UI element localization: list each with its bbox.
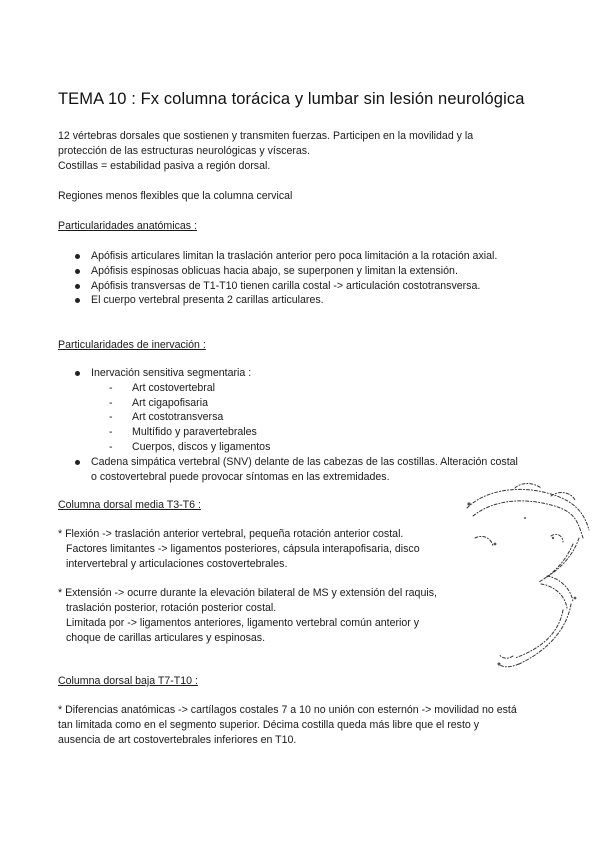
regions-text: Regiones menos flexibles que la columna cervical xyxy=(58,190,293,202)
intro-line-3: Costillas = estabilidad pasiva a región dorsal. xyxy=(58,160,271,172)
baja-line-3: ausencia de art costovertebrales inferiores en T10. xyxy=(58,734,297,746)
sublist-item xyxy=(109,425,518,440)
page-title: TEMA 10 : Fx columna torácica y lumbar sin lesión neurológica xyxy=(58,90,525,108)
innervation-heading: Particularidades de inervación : xyxy=(58,339,206,351)
list-item: Apófisis espinosas oblicuas hacia abajo, se superponen y limitan la extensión. xyxy=(72,264,497,279)
anatomical-list xyxy=(72,249,497,308)
rib-vertebra-sketch-icon xyxy=(455,478,595,678)
list-item xyxy=(72,366,518,455)
sublist-item-label: Art costotransversa xyxy=(132,411,224,424)
list-item-line-1: Cadena simpática vertebral (SNV) delante de las cabezas de las costillas. Alteración costal xyxy=(91,455,518,468)
dash-marker: - xyxy=(109,396,113,409)
list-item: Apófisis transversas de T1-T10 tienen carilla costal -> articulación costotransversa. xyxy=(72,279,497,294)
list-item-label: Inervación sensitiva segmentaria : xyxy=(91,367,252,379)
sublist-item-label: Cuerpos, discos y ligamentos xyxy=(132,440,271,453)
list-item: Apófisis articulares limitan la traslación anterior pero poca limitación a la rotación axial. xyxy=(72,249,497,264)
dash-marker: - xyxy=(109,411,113,424)
sublist-item xyxy=(109,440,518,455)
sublist-item-label: Art costovertebral xyxy=(132,381,216,394)
intro-line-2: protección de las estructuras neurológicas y vísceras. xyxy=(58,145,311,157)
baja-line-1: * Diferencias anatómicas -> cartílagos costales 7 a 10 no unión con esternón -> movilidad no está xyxy=(58,704,517,716)
flexion-line-1: * Flexión -> traslación anterior vertebral, pequeña rotación anterior costal. xyxy=(58,528,404,540)
flexion-line-2: Factores limitantes -> ligamentos posteriores, cápsula interapofisaria, disco xyxy=(66,543,420,555)
dash-marker: - xyxy=(109,381,113,394)
sublist-item xyxy=(109,381,518,396)
media-heading: Columna dorsal media T3-T6 : xyxy=(58,499,201,511)
dash-marker: - xyxy=(109,426,113,439)
baja-heading: Columna dorsal baja T7-T10 : xyxy=(58,675,198,687)
sublist-item-label: Multífido y paravertebrales xyxy=(132,426,257,439)
sublist-item-label: Art cigapofisaria xyxy=(132,396,208,409)
intro-line-1: 12 vértebras dorsales que sostienen y transmiten fuerzas. Participen en la movilidad y la xyxy=(58,130,474,142)
extension-line-2: traslación posterior, rotación posterior costal. xyxy=(66,602,277,614)
baja-line-2: tan limitada como en el segmento superior. Décima costilla queda más libre que el resto y xyxy=(58,719,480,731)
extension-line-4: choque de carillas articulares y espinosas. xyxy=(66,632,266,644)
innervation-sublist xyxy=(109,381,518,455)
extension-line-1: * Extensión -> ocurre durante la elevación bilateral de MS y extensión del raquis, xyxy=(58,587,437,599)
flexion-line-3: intervertebral y articulaciones costovertebrales. xyxy=(66,558,288,570)
list-item: El cuerpo vertebral presenta 2 carillas articulares. xyxy=(72,293,497,308)
list-item-line-2: o costovertebral puede provocar síntomas en las extremidades. xyxy=(91,470,390,483)
extension-line-3: Limitada por -> ligamentos anteriores, ligamento vertebral común anterior y xyxy=(66,617,420,629)
list-item xyxy=(72,455,518,485)
anatomical-heading: Particularidades anatómicas : xyxy=(58,220,197,232)
sublist-item xyxy=(109,410,518,425)
dash-marker: - xyxy=(109,440,113,453)
innervation-list xyxy=(72,366,518,484)
sublist-item xyxy=(109,396,518,411)
